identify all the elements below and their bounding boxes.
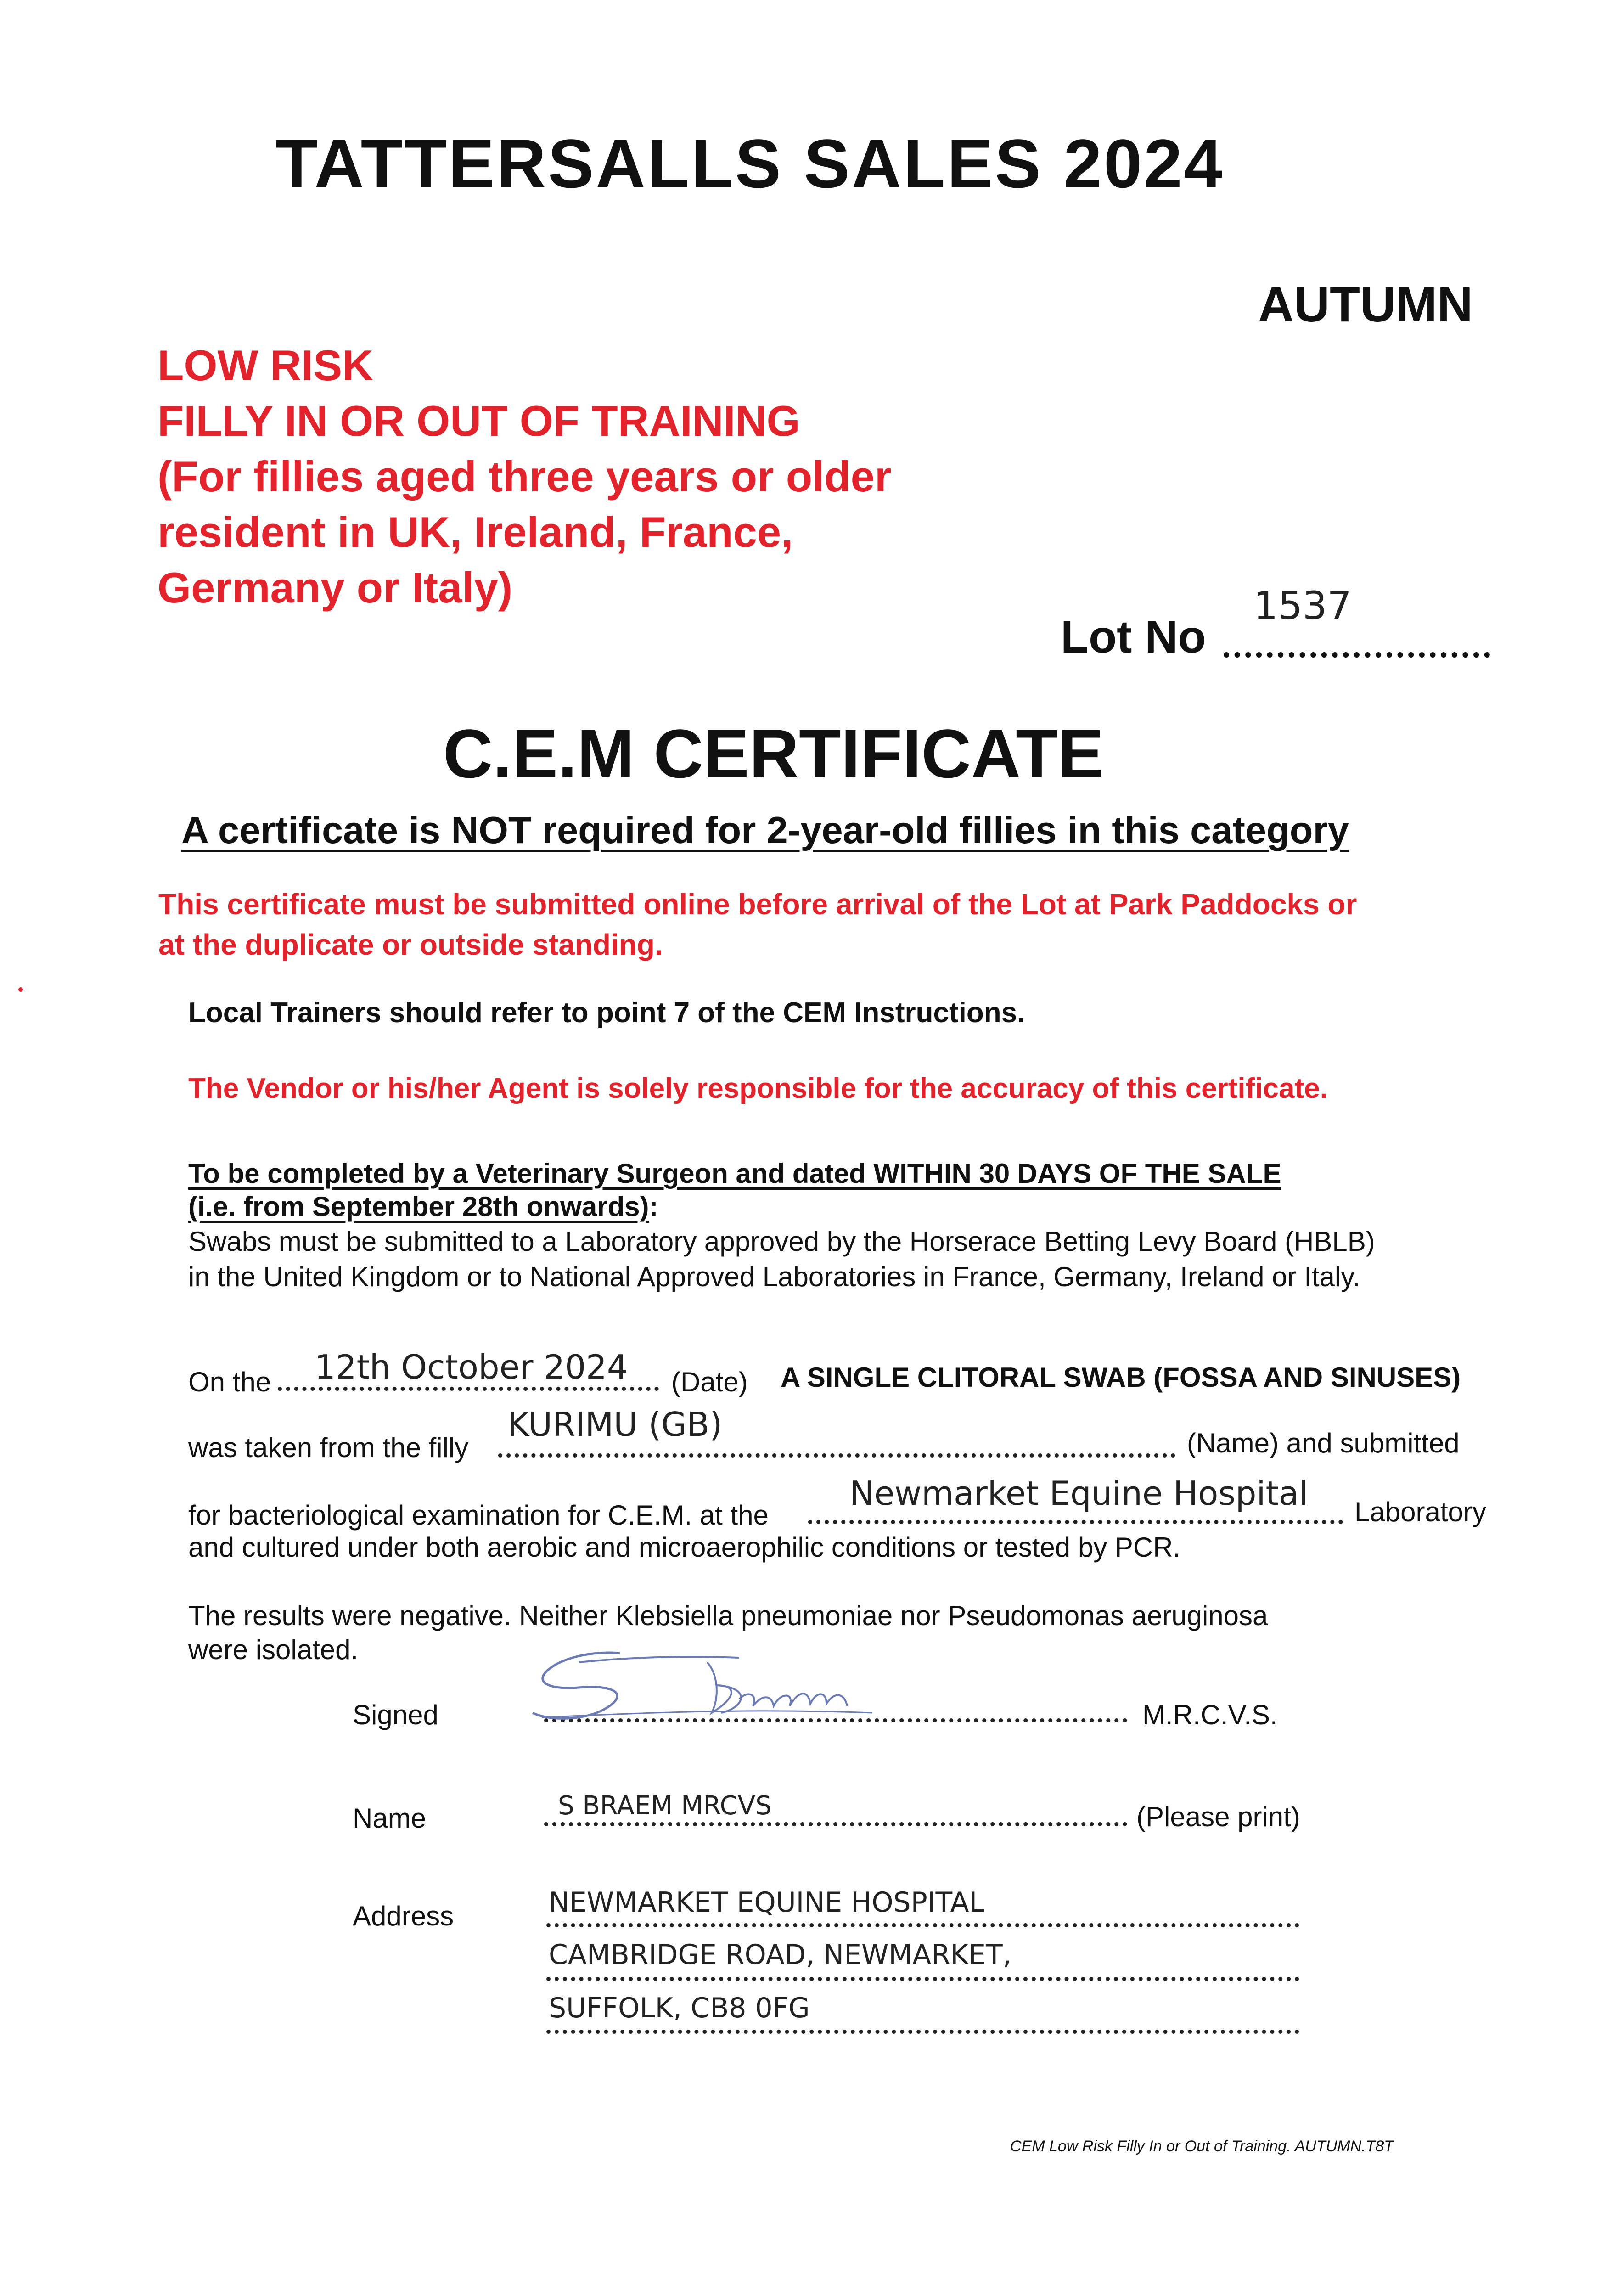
signature-image — [523, 1644, 900, 1736]
signed-label: Signed — [353, 1699, 438, 1730]
season-label: AUTUMN — [1258, 276, 1473, 332]
online-note-line: This certificate must be submitted online before arrival of the Lot at Park Paddocks or — [158, 888, 1357, 921]
address-line-value: NEWMARKET EQUINE HOSPITAL — [549, 1886, 984, 1919]
address-label: Address — [353, 1901, 454, 1931]
online-note-line: at the duplicate or outside standing. — [158, 928, 663, 961]
document-title: TATTERSALLS SALES 2024 — [275, 125, 1225, 202]
vet-body-line: Swabs must be submitted to a Laboratory approved by the Horserace Betting Levy Board (HBLB) — [188, 1226, 1375, 1257]
trainers-note: Local Trainers should refer to point 7 of the CEM Instructions. — [188, 997, 1025, 1029]
lot-label: Lot No — [1061, 611, 1206, 663]
category-line: resident in UK, Ireland, France, — [157, 508, 793, 556]
certificate-title: C.E.M CERTIFICATE — [443, 715, 1104, 792]
filly-name-value: KURIMU (GB) — [507, 1405, 723, 1444]
online-submission-note — [158, 884, 1357, 965]
address-line-value: CAMBRIDGE ROAD, NEWMARKET, — [549, 1939, 1011, 1971]
category-line: (For fillies aged three years or older — [157, 452, 892, 501]
category-line: FILLY IN OR OUT OF TRAINING — [157, 397, 800, 445]
lot-field[interactable] — [1224, 634, 1490, 658]
on-the-label: On the — [188, 1367, 271, 1397]
filly-name-field[interactable] — [498, 1444, 1175, 1458]
date-value: 12th October 2024 — [315, 1348, 628, 1386]
results-line: were isolated. — [188, 1634, 359, 1665]
lab-label: for bacteriological examination for C.E.M. at the — [188, 1500, 769, 1531]
vet-body-line: in the United Kingdom or to National Approved Laboratories in France, Germany, Ireland or Italy. — [188, 1261, 1360, 1292]
vendor-note: The Vendor or his/her Agent is solely responsible for the accuracy of this certificate. — [188, 1073, 1328, 1104]
lot-value: 1537 — [1253, 583, 1352, 628]
filly-label: was taken from the filly — [188, 1432, 469, 1463]
mrcvs-suffix: M.R.C.V.S. — [1142, 1699, 1278, 1730]
laboratory-field[interactable] — [808, 1511, 1343, 1524]
category-line: Germany or Italy) — [157, 563, 513, 612]
scan-mark — [18, 987, 23, 992]
culture-text: and cultured under both aerobic and microaerophilic conditions or tested by PCR. — [188, 1532, 1181, 1563]
not-required-note: A certificate is NOT required for 2-year-old fillies in this category — [181, 809, 1349, 851]
category-line: LOW RISK — [157, 341, 373, 389]
signature-svg — [523, 1644, 900, 1736]
laboratory-value: Newmarket Equine Hospital — [849, 1474, 1308, 1513]
swab-description: A SINGLE CLITORAL SWAB (FOSSA AND SINUSES) — [781, 1362, 1461, 1393]
category-block — [157, 338, 1076, 615]
lab-suffix: Laboratory — [1354, 1497, 1486, 1527]
vet-name-value: S BRAEM MRCVS — [558, 1791, 772, 1821]
name-label: Name — [353, 1803, 427, 1834]
name-suffix: (Please print) — [1136, 1801, 1300, 1832]
date-suffix: (Date) — [671, 1367, 748, 1397]
vet-heading-colon: : — [649, 1191, 658, 1222]
vet-section-heading — [188, 1157, 1281, 1223]
vet-heading-line: To be completed by a Veterinary Surgeon and dated WITHIN 30 DAYS OF THE SALE — [188, 1158, 1281, 1189]
footer-reference: CEM Low Risk Filly In or Out of Training. AUTUMN.T8T — [1010, 2138, 1394, 2155]
filly-suffix: (Name) and submitted — [1187, 1428, 1460, 1458]
results-line: The results were negative. Neither Klebsiella pneumoniae nor Pseudomonas aeruginosa — [188, 1600, 1268, 1631]
address-line-value: SUFFOLK, CB8 0FG — [549, 1992, 810, 2024]
vet-heading-line: (i.e. from September 28th onwards) — [188, 1191, 649, 1222]
vet-section-body — [188, 1224, 1375, 1294]
